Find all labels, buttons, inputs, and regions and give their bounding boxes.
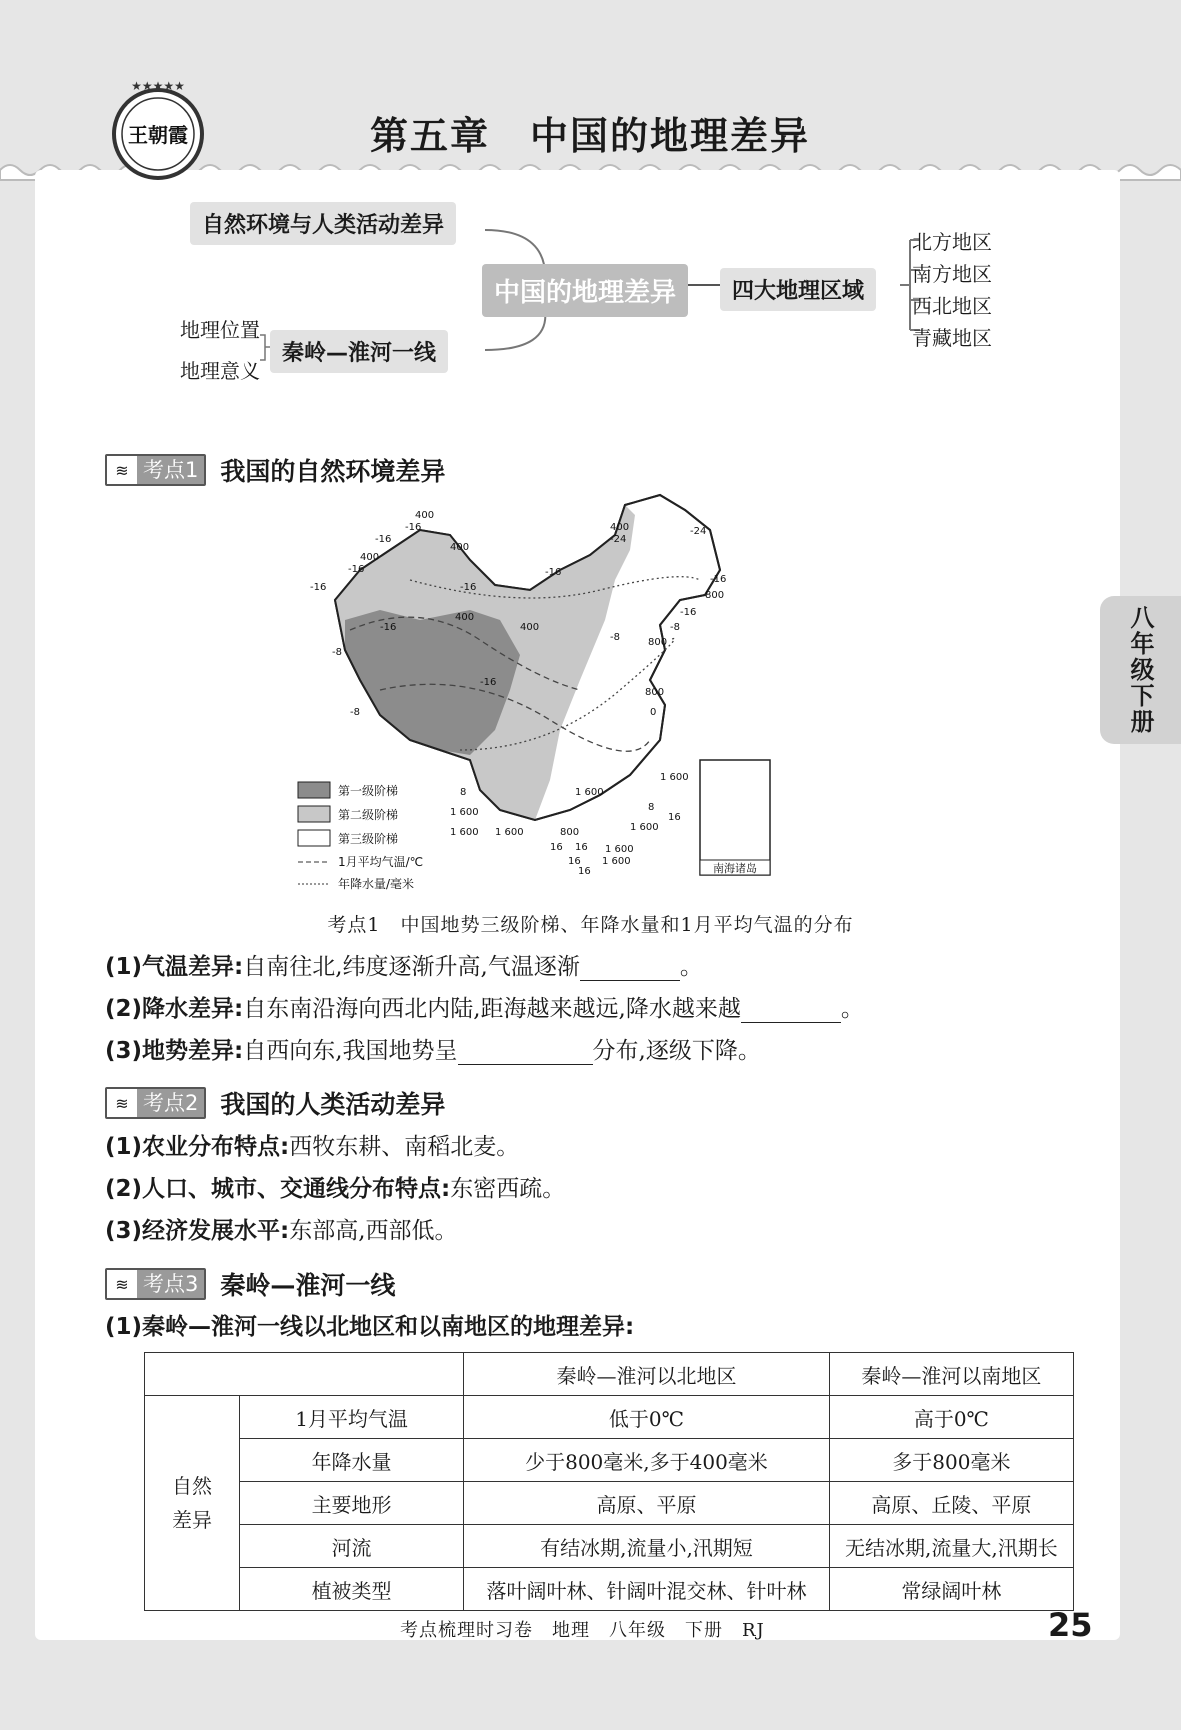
mindmap-region-north: 北方地区 <box>912 230 992 254</box>
svg-text:16: 16 <box>578 866 591 877</box>
row-south: 常绿阔叶林 <box>829 1568 1073 1611</box>
chapter-title: 第五章 中国的地理差异 <box>370 114 811 158</box>
table-row <box>145 1525 1074 1568</box>
table-header-south: 秦岭—淮河以南地区 <box>829 1353 1073 1396</box>
svg-text:8: 8 <box>460 787 467 798</box>
mindmap-bottom-left: 秦岭—淮河一线 <box>270 330 448 373</box>
table-row <box>145 1439 1074 1482</box>
mindmap-right: 四大地理区域 <box>720 268 876 311</box>
kp2-line-2 <box>105 1170 565 1203</box>
page-number: 25 <box>1048 1606 1093 1644</box>
svg-text:-8: -8 <box>350 707 360 718</box>
svg-text:-8: -8 <box>332 647 342 658</box>
kp2-line-1 <box>105 1128 519 1161</box>
kp1-line-2 <box>105 990 864 1023</box>
row-item: 植被类型 <box>240 1568 464 1611</box>
section-title: 我国的人类活动差异 <box>220 1090 446 1119</box>
row-item: 主要地形 <box>240 1482 464 1525</box>
answer-blank[interactable] <box>580 958 680 981</box>
svg-text:16: 16 <box>568 856 581 867</box>
svg-text:1 600: 1 600 <box>575 787 604 798</box>
section-title: 我国的自然环境差异 <box>220 457 446 486</box>
svg-text:-24: -24 <box>610 534 627 545</box>
section-header-1 <box>105 452 445 488</box>
svg-text:1月平均气温/℃: 1月平均气温/℃ <box>338 855 424 869</box>
svg-text:0: 0 <box>650 707 657 718</box>
svg-text:年降水量/毫米: 年降水量/毫米 <box>338 877 415 891</box>
row-north: 有结冰期,流量小,汛期短 <box>464 1525 830 1568</box>
row-item: 年降水量 <box>240 1439 464 1482</box>
line-text: 自东南沿海向西北内陆,距海越来越远,降水越来越 <box>243 996 741 1022</box>
section-header-3 <box>105 1266 395 1302</box>
svg-text:400: 400 <box>520 622 540 633</box>
inset-frame <box>700 760 770 875</box>
line-text: 东密西疏。 <box>450 1176 566 1202</box>
svg-text:-16: -16 <box>405 522 422 533</box>
table-row <box>145 1482 1074 1525</box>
logo-text: 王朝霞 <box>128 123 188 147</box>
row-south: 高原、丘陵、平原 <box>829 1482 1073 1525</box>
side-tab-label: 八年级下册 <box>1126 605 1154 735</box>
svg-text:800: 800 <box>705 590 725 601</box>
page-footer: 考点梳理时习卷 地理 八年级 下册 RJ <box>400 1620 765 1641</box>
line-text: 自南往北,纬度逐渐升高,气温逐渐 <box>243 954 580 980</box>
svg-text:1 600: 1 600 <box>630 822 659 833</box>
table-header-north: 秦岭—淮河以北地区 <box>464 1353 830 1396</box>
mindmap-region-qingzang: 青藏地区 <box>912 326 992 350</box>
line-text: 东部高,西部低。 <box>289 1218 458 1244</box>
svg-text:400: 400 <box>455 612 475 623</box>
map-caption: 考点1 中国地势三级阶梯、年降水量和1月平均气温的分布 <box>327 914 854 936</box>
line-label: (3)经济发展水平: <box>105 1218 290 1244</box>
svg-text:1 600: 1 600 <box>660 772 689 783</box>
table-row <box>145 1396 1074 1439</box>
row-item: 河流 <box>240 1525 464 1568</box>
table-corner <box>145 1353 464 1396</box>
svg-text:1 600: 1 600 <box>450 807 479 818</box>
row-north: 高原、平原 <box>464 1482 830 1525</box>
svg-text:400: 400 <box>360 552 380 563</box>
answer-blank[interactable] <box>458 1042 593 1065</box>
svg-text:800: 800 <box>560 827 580 838</box>
mindmap-center: 中国的地理差异 <box>482 264 688 317</box>
svg-text:-8: -8 <box>670 622 680 633</box>
publisher-logo <box>108 80 208 180</box>
svg-text:400: 400 <box>450 542 470 553</box>
row-south: 多于800毫米 <box>829 1439 1073 1482</box>
svg-text:-16: -16 <box>545 567 562 578</box>
svg-text:16: 16 <box>575 842 588 853</box>
row-item: 1月平均气温 <box>240 1396 464 1439</box>
line-label: (2)降水差异: <box>105 996 244 1022</box>
table-group-label <box>145 1396 240 1611</box>
grade-side-tab <box>1100 596 1181 744</box>
kp2-line-3 <box>105 1212 458 1245</box>
waves-icon: ≋ <box>107 1091 137 1115</box>
section-label: 考点2 <box>137 1089 204 1117</box>
line-text: 自西向东,我国地势呈 <box>243 1038 458 1064</box>
svg-text:16: 16 <box>668 812 681 823</box>
svg-text:-16: -16 <box>680 607 697 618</box>
answer-blank[interactable] <box>741 1000 841 1023</box>
line-tail: 。 <box>840 996 864 1022</box>
svg-text:-16: -16 <box>480 677 497 688</box>
svg-text:-16: -16 <box>710 574 727 585</box>
line-tail: 分布,逐级下降。 <box>592 1038 761 1064</box>
row-north: 落叶阔叶林、针阔叶混交林、针叶林 <box>464 1568 830 1611</box>
section-title: 秦岭—淮河一线 <box>220 1271 396 1300</box>
mindmap-region-northwest: 西北地区 <box>912 294 992 318</box>
svg-text:16: 16 <box>550 842 563 853</box>
svg-text:-16: -16 <box>460 582 477 593</box>
svg-text:1 600: 1 600 <box>605 844 634 855</box>
svg-text:★★★★★: ★★★★★ <box>131 79 185 93</box>
inset-label: 南海诸岛 <box>713 862 757 875</box>
section-label: 考点1 <box>137 456 204 484</box>
mindmap-region-south: 南方地区 <box>912 262 992 286</box>
svg-text:1 600: 1 600 <box>602 856 631 867</box>
svg-text:400: 400 <box>415 510 435 521</box>
svg-text:1 600: 1 600 <box>495 827 524 838</box>
row-north: 少于800毫米,多于400毫米 <box>464 1439 830 1482</box>
svg-text:8: 8 <box>648 802 655 813</box>
kp1-line-3 <box>105 1032 761 1065</box>
waves-icon: ≋ <box>107 1272 137 1296</box>
kp3-intro: (1)秦岭—淮河一线以北地区和以南地区的地理差异: <box>105 1314 635 1340</box>
line-label: (2)人口、城市、交通线分布特点: <box>105 1176 451 1202</box>
kp1-line-1 <box>105 948 703 981</box>
section-header-2 <box>105 1085 445 1121</box>
mind-map <box>150 210 1030 420</box>
group-text: 自然差异 <box>172 1474 212 1532</box>
qinling-comparison-table <box>144 1352 1074 1611</box>
svg-text:-16: -16 <box>375 534 392 545</box>
svg-text:第二级阶梯: 第二级阶梯 <box>338 808 399 822</box>
row-south: 高于0℃ <box>829 1396 1073 1439</box>
waves-icon: ≋ <box>107 458 137 482</box>
svg-text:800: 800 <box>648 637 668 648</box>
table-row <box>145 1568 1074 1611</box>
svg-text:400: 400 <box>610 522 630 533</box>
row-north: 低于0℃ <box>464 1396 830 1439</box>
line-label: (3)地势差异: <box>105 1038 244 1064</box>
svg-text:800: 800 <box>645 687 665 698</box>
section-label: 考点3 <box>137 1270 204 1298</box>
line-text: 西牧东耕、南稻北麦。 <box>289 1134 520 1160</box>
svg-text:第一级阶梯: 第一级阶梯 <box>338 784 399 798</box>
svg-text:1 600: 1 600 <box>450 827 479 838</box>
line-tail: 。 <box>679 954 703 980</box>
svg-text:第三级阶梯: 第三级阶梯 <box>338 832 399 846</box>
line-label: (1)农业分布特点: <box>105 1134 290 1160</box>
svg-text:-16: -16 <box>380 622 397 633</box>
mindmap-top-left: 自然环境与人类活动差异 <box>190 202 456 245</box>
table-header-row <box>145 1353 1074 1396</box>
mindmap-item-location: 地理位置 <box>180 318 260 342</box>
line-label: (1)气温差异: <box>105 954 244 980</box>
svg-text:-16: -16 <box>348 564 365 575</box>
china-terrain-map <box>310 490 860 891</box>
svg-text:-24: -24 <box>690 526 707 537</box>
svg-text:-8: -8 <box>610 632 620 643</box>
svg-text:-16: -16 <box>310 582 327 593</box>
row-south: 无结冰期,流量大,汛期长 <box>829 1525 1073 1568</box>
mindmap-item-significance: 地理意义 <box>180 359 260 383</box>
